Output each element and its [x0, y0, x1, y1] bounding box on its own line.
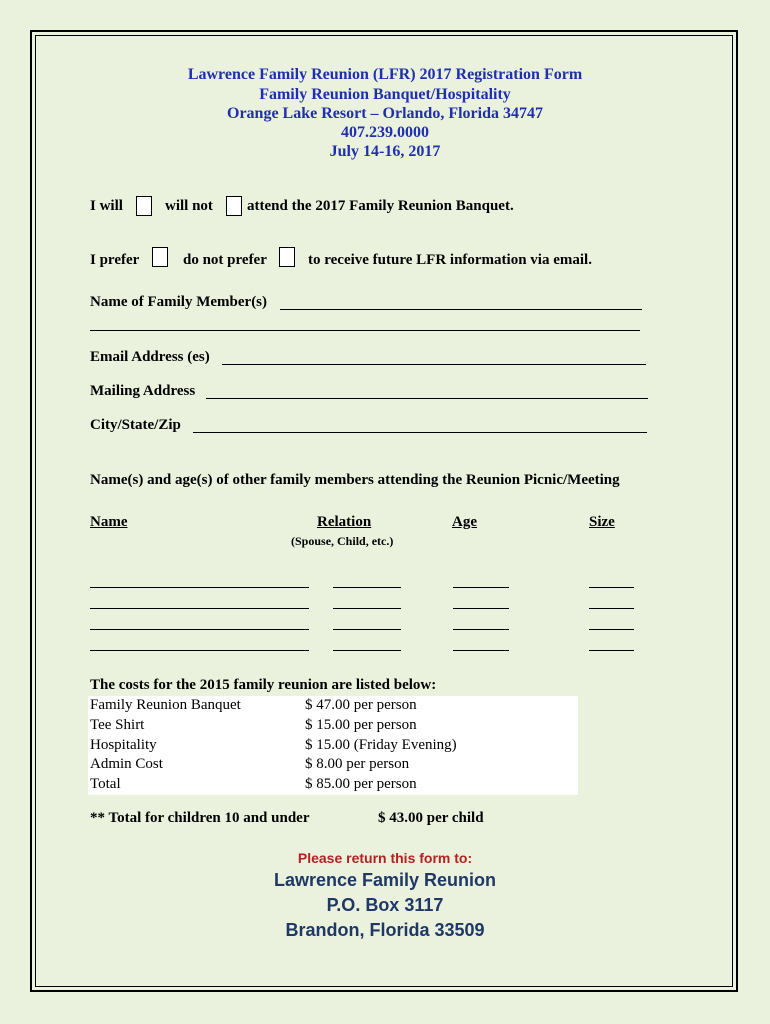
event-dates: July 14-16, 2017: [329, 143, 441, 160]
others-heading: Name(s) and age(s) of other family members attending the Reunion Picnic/Meeting: [90, 472, 620, 488]
email-pref-text: to receive future LFR information via email.: [308, 252, 592, 268]
row4-age-field[interactable]: [453, 650, 509, 651]
form-title: Lawrence Family Reunion (LFR) 2017 Registration Form: [187, 66, 583, 83]
row2-relation-field[interactable]: [333, 608, 401, 609]
mailing-field[interactable]: [206, 398, 648, 399]
cost-label-hospitality: Hospitality: [90, 737, 157, 753]
prefer-checkbox[interactable]: [152, 247, 168, 267]
children-value: $ 43.00 per child: [378, 810, 484, 826]
col-relation-header: Relation: [317, 514, 372, 530]
cost-label-admin: Admin Cost: [90, 756, 163, 772]
return-name: Lawrence Family Reunion: [273, 870, 497, 890]
cost-value-admin: $ 8.00 per person: [305, 756, 410, 772]
row4-size-field[interactable]: [589, 650, 634, 651]
event-subtitle: Family Reunion Banquet/Hospitality: [259, 86, 511, 103]
venue: Orange Lake Resort – Orlando, Florida 34747: [227, 105, 543, 122]
cost-label-total: Total: [90, 776, 121, 792]
col-age-header: Age: [452, 514, 477, 530]
row1-name-field[interactable]: [90, 587, 309, 588]
cost-value-banquet: $ 47.00 per person: [305, 697, 417, 713]
row1-age-field[interactable]: [453, 587, 509, 588]
attend-will-label: I will: [90, 198, 123, 214]
col-relation-subheader: (Spouse, Child, etc.): [291, 534, 394, 548]
children-label: ** Total for children 10 and under: [90, 810, 310, 826]
cost-label-tee: Tee Shirt: [90, 717, 145, 733]
family-members-field[interactable]: [280, 309, 642, 310]
email-label: Email Address (es): [90, 349, 210, 365]
city-label: City/State/Zip: [90, 417, 181, 433]
attend-will-not-checkbox[interactable]: [226, 196, 242, 216]
mailing-label: Mailing Address: [90, 383, 196, 399]
do-not-prefer-checkbox[interactable]: [279, 247, 295, 267]
family-members-label: Name of Family Member(s): [90, 294, 268, 310]
inner-border: [35, 35, 733, 987]
row2-name-field[interactable]: [90, 608, 309, 609]
do-not-prefer-label: do not prefer: [183, 252, 267, 268]
row1-size-field[interactable]: [589, 587, 634, 588]
attend-text: attend the 2017 Family Reunion Banquet.: [247, 198, 514, 214]
return-city: Brandon, Florida 33509: [285, 920, 485, 940]
row3-size-field[interactable]: [589, 629, 634, 630]
row2-age-field[interactable]: [453, 608, 509, 609]
row1-relation-field[interactable]: [333, 587, 401, 588]
row4-relation-field[interactable]: [333, 650, 401, 651]
return-box: P.O. Box 3117: [326, 895, 444, 915]
cost-value-total: $ 85.00 per person: [305, 776, 417, 792]
city-field[interactable]: [193, 432, 647, 433]
col-size-header: Size: [589, 514, 615, 530]
row3-relation-field[interactable]: [333, 629, 401, 630]
family-members-field-line2[interactable]: [90, 330, 640, 331]
row2-size-field[interactable]: [589, 608, 634, 609]
cost-label-banquet: Family Reunion Banquet: [90, 697, 241, 713]
email-field[interactable]: [222, 364, 646, 365]
cost-value-hospitality: $ 15.00 (Friday Evening): [305, 737, 457, 753]
costs-intro: The costs for the 2015 family reunion are listed below:: [90, 677, 437, 693]
col-name-header: Name: [90, 514, 128, 530]
row3-name-field[interactable]: [90, 629, 309, 630]
cost-value-tee: $ 15.00 per person: [305, 717, 417, 733]
venue-phone: 407.239.0000: [341, 124, 429, 141]
row4-name-field[interactable]: [90, 650, 309, 651]
attend-will-not-label: will not: [165, 198, 213, 214]
return-heading: Please return this form to:: [297, 850, 473, 866]
prefer-label: I prefer: [90, 252, 140, 268]
attend-will-checkbox[interactable]: [136, 196, 152, 216]
row3-age-field[interactable]: [453, 629, 509, 630]
